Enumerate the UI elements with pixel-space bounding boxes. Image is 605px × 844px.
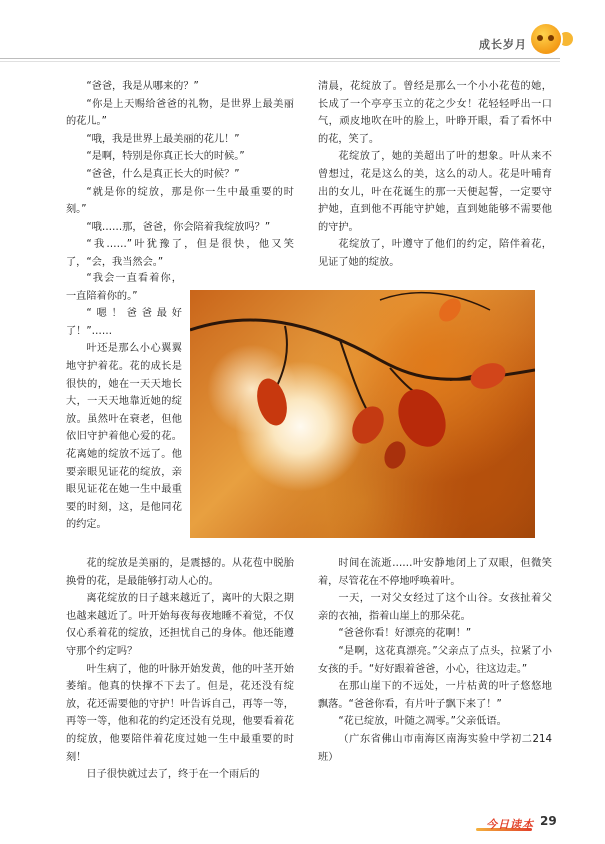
paragraph: “你是上天赐给爸爸的礼物，是世界上最美丽的花儿。” — [66, 98, 294, 128]
paragraph: “是啊，特别是你真正长大的时候。” — [86, 151, 245, 163]
left-column-top — [66, 78, 294, 272]
red-leaf — [467, 359, 509, 394]
column-logo-accent — [559, 32, 573, 46]
paragraph: “爸爸你看！好漂亮的花啊！” — [338, 628, 472, 640]
twig — [380, 293, 490, 310]
paragraph: 时间在流逝……叶安静地闭上了双眼，但微笑着，尽管花在不停地呼唤着叶。 — [318, 558, 552, 587]
paragraph: 一天，一对父女经过了这个山谷。女孩扯着父亲的衣袖，指着山崖上的那朵花。 — [318, 593, 552, 622]
smiley-logo-icon — [531, 24, 561, 54]
paragraph: “我会一直看着你，一直陪着你的。” — [66, 273, 182, 302]
red-leaf — [346, 401, 390, 450]
paragraph: 花绽放了，她的美超出了叶的想象。叶从来不曾想过，花是这么的美，这么的动人。花是叶哺育出的女儿，叶在花诞生的那一天便起誓，一定要守护她，直到他不再能守护她，直到她能够不需要他的守护。 — [318, 151, 552, 233]
footer-brand: 今日读本 — [486, 818, 534, 831]
paragraph: 离花绽放的日子越来越近了，离叶的大限之期也越来越近了。叶开始每夜每夜地睡不着觉，不仅仅心系着花的绽放，还担忧自己的身体。他还能遵守那个约定吗？ — [66, 593, 294, 657]
paragraph: “哦，我是世界上最美丽的花儿！” — [86, 133, 240, 145]
paragraph: “哦……那，爸爸，你会陪着我绽放吗？” — [86, 221, 271, 233]
paragraph: “花已绽放，叶随之凋零。”父亲低语。 — [338, 716, 507, 728]
right-column-bottom — [318, 555, 552, 766]
header-rule — [0, 58, 560, 59]
paragraph: 花的绽放是美丽的，是震撼的。从花苞中脱胎换骨的花，是最能够打动人心的。 — [66, 558, 294, 587]
left-column-bottom — [66, 555, 294, 784]
author-note: （广东省佛山市南海区南海实验中学初二214班） — [318, 733, 552, 763]
column-title: 成长岁月 — [479, 38, 527, 51]
paragraph: 叶还是那么小心翼翼地守护着花。花的成长是很快的，她在一天天地长大，一天天地靠近她的绽放。虽然叶在衰老，但他依旧守护着他心爱的花。花离她的绽放不远了。他要亲眼见证花的绽放，亲眼见证花在她一生中最重要的时刻，这，是他同花的约定。 — [66, 343, 182, 531]
autumn-leaves-photo — [190, 290, 535, 538]
paragraph: 叶生病了，他的叶脉开始发黄，他的叶茎开始萎缩。他真的快撑不下去了。但是，花还没有绽放，花还需要他的守护！叶告诉自己，再等一等，再等一等，他和花的约定还没有兑现，他要看着花的绽放，他要陪伴着花度过她一生中最重要的时刻！ — [66, 663, 294, 763]
paragraph: “就是你的绽放，那是你一生中最重要的时刻。” — [66, 186, 294, 216]
paragraph: 在那山崖下的不远处，一片枯黄的叶子悠悠地飘落。“爸爸你看，有片叶子飘下来了！” — [318, 681, 552, 710]
red-leaf — [381, 438, 409, 471]
paragraph: 日子很快就过去了，终于在一个雨后的 — [86, 769, 260, 781]
twig — [275, 326, 287, 390]
paragraph: “爸爸，我是从哪来的？” — [86, 81, 199, 92]
paragraph: 清晨，花绽放了。曾经是那么一个小小花苞的她，长成了一个亭亭玉立的花之少女！花轻轻呼出一口气，顽皮地吹在叶的脸上，叶睁开眼，看了看怀中的花，笑了。 — [318, 81, 552, 145]
left-column-narrow — [66, 270, 182, 534]
right-column-top — [318, 78, 552, 272]
paragraph: “嗯！爸爸最好了！”…… — [66, 308, 182, 337]
paragraph: “我……”叶犹豫了，但是很快，他又笑了，“会，我当然会。” — [66, 239, 294, 268]
page-number: 29 — [540, 814, 557, 828]
paragraph: “爸爸，什么是真正长大的时候？” — [86, 168, 240, 180]
header-rule-secondary — [0, 61, 560, 62]
red-leaf — [252, 375, 291, 429]
paragraph: “是啊，这花真漂亮。”父亲点了点头，拉紧了小女孩的手。“好好跟着爸爸，小心，往这边走。” — [318, 645, 552, 675]
paragraph: 花绽放了，叶遵守了他们的约定，陪伴着花，见证了她的绽放。 — [318, 239, 552, 268]
branch-illustration — [190, 290, 535, 538]
